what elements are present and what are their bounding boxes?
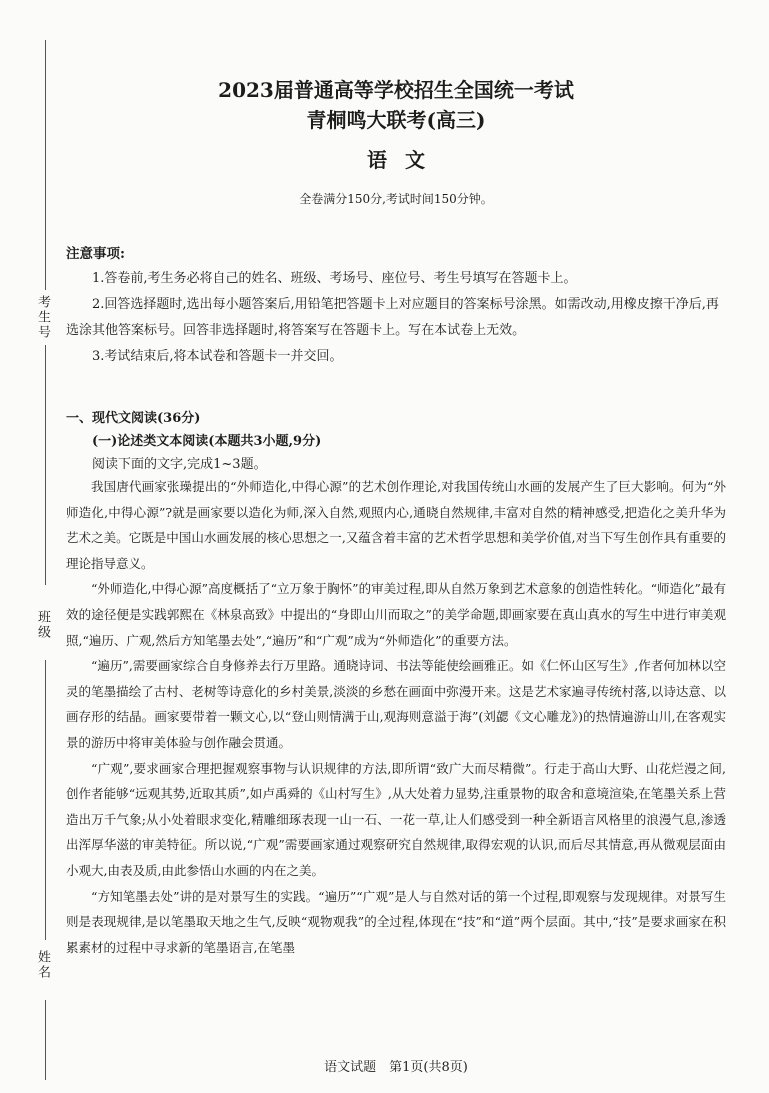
section-subtitle: (一)论述类文本阅读(本题共3小题,9分) — [92, 434, 322, 449]
passage-paragraph: “方知笔墨去处”讲的是对景写生的实践。“遍历”“广观”是人与自然对话的第一个过程,即观察与发现规律。对景写生则是表现规律,是以笔墨取天地之生气,反映“观物观我”的全过程,体现在“技”和“道”两个层面。其中,“技”是要求画家在积累素材的过程中寻求新的笔墨语言,在笔墨 — [66, 888, 726, 955]
class-label: 班级 — [35, 610, 50, 640]
reading-instruction: 阅读下面的文字,完成1~3题。 — [92, 457, 267, 472]
passage-paragraph: “广观”,要求画家合理把握观察事物与认识规律的方法,即所谓“致广大而尽精微”。行走于高山大野、山花烂漫之间,创作者能够“远观其势,近取其质”,如卢禹舜的《山村写生》,从大处着力显势,注重景物的取舍和意境渲染,在笔墨关系上营造出万千气象;从小处着眼求变化,精雕细琢表现一山一石、一花一草,让人们感受到一种全新语言风格里的浪漫气息,渗透出浑厚华滋的审美特征。所以说,“广观”需要画家通过观察研究自然规律,取得宏观的认识,而后尽其情意,再从微观层面由小观大,由表及质,由此参悟山水画的内在之美。 — [66, 760, 726, 878]
exam-subtitle: 青桐鸣大联考(高三) — [306, 108, 486, 132]
section-title: 一、现代文阅读(36分) — [66, 411, 201, 426]
passage-paragraph: “遍历”,需要画家综合自身修养去行万里路。通晓诗词、书法等能使绘画雅正。如《仁怀山区写生》,作者何加林以空灵的笔墨描绘了古村、老树等诗意化的乡村美景,淡淡的乡愁在画面中弥漫开来。这是艺术家遍寻传统村落,以诗达意、以画存形的结晶。画家要带着一颗文心,以“登山则情满于山,观海则意溢于海”(刘勰《文心雕龙》)的热情遍游山川,在客观实景的游历中将审美体验与创作融会贯通。 — [66, 658, 726, 750]
notice-title: 注意事项: — [66, 246, 125, 262]
subject-title: 语文 — [367, 148, 443, 172]
margin-line — [45, 345, 46, 585]
binding-margin — [0, 0, 58, 1093]
name-label: 姓名 — [35, 950, 50, 980]
passage-paragraph: “外师造化,中得心源”高度概括了“立万象于胸怀”的审美过程,即从自然万象到艺术意象的创造性转化。“师造化”最有效的途径便是实践郭熙在《林泉高致》中提出的“身即山川而取之”的美学命题,即画家要在真山真水的写生中进行审美观照,“遍历、广观,然后方知笔墨去处”,“遍历”和“广观”成为“外师造化”的重要方法。 — [66, 581, 726, 648]
page-footer: 语文试题 第1页(共8页) — [324, 1060, 468, 1075]
exam-number-label: 考生号 — [35, 295, 50, 340]
notice-item: 3.考试结束后,将本试卷和答题卡一并交回。 — [92, 349, 343, 364]
margin-line — [45, 1000, 46, 1080]
reading-passage — [66, 474, 726, 960]
margin-line — [45, 660, 46, 940]
exam-title: 2023届普通高等学校招生全国统一考试 — [218, 78, 574, 102]
passage-paragraph: 我国唐代画家张璪提出的“外师造化,中得心源”的艺术创作理论,对我国传统山水画的发展产生了巨大影响。何为“外师造化,中得心源”?就是画家要以造化为师,深入自然,观照内心,通晓自然规律,丰富对自然的精神感受,把造化之美升华为艺术之美。它既是中国山水画发展的核心思想之一,又蕴含着丰富的艺术哲学思想和美学价值,对当下写生创作具有重要的理论指导意义。 — [66, 479, 726, 571]
notice-item: 1.答卷前,考生务必将自己的姓名、班级、考场号、座位号、考生号填写在答题卡上。 — [92, 271, 577, 286]
margin-line — [45, 40, 46, 290]
notice-item: 2.回答选择题时,选出每小题答案后,用铅笔把答题卡上对应题目的答案标号涂黑。如需改动,用橡皮擦干净后,再选涂其他答案标号。回答非选择题时,将答案写在答题卡上。写在本试卷上无效。 — [66, 297, 719, 338]
notice-list — [66, 266, 726, 370]
score-info: 全卷满分150分,考试时间150分钟。 — [299, 192, 493, 206]
